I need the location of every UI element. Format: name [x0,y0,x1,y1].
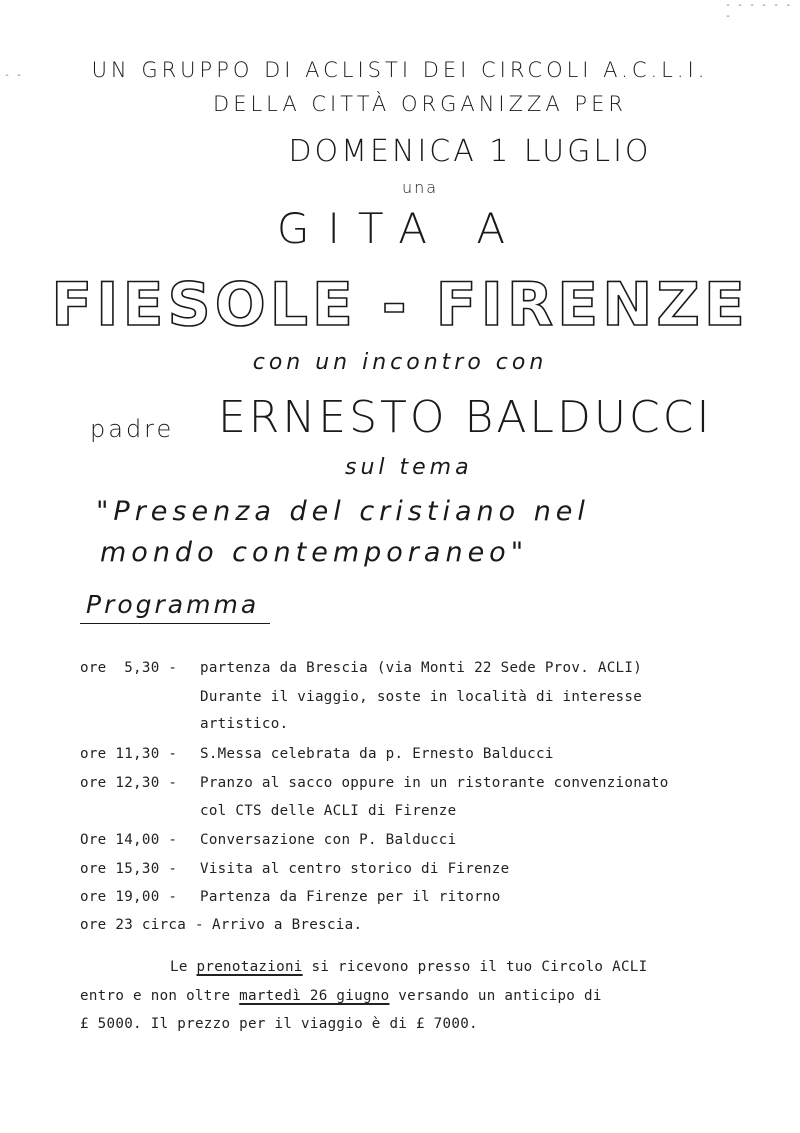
sul-tema-label: sul tema [345,455,473,480]
program-text-7: Arrivo a Brescia. [212,917,363,933]
theme-line-1: "Presenza del cristiano nel [96,496,590,527]
program-text-1b: Durante il viaggio, soste in località di interesse [200,689,643,705]
event-date: DOMENICA 1 LUGLIO [288,134,652,169]
booking-line-1: Le prenotazioni si ricevono presso il tuo Circolo ACLI [170,959,648,975]
program-text-2: S.Messa celebrata da p. Ernesto Balducci [200,746,554,762]
program-text-4: Conversazione con P. Balducci [200,832,457,848]
incontro-line: con un incontro con [252,350,548,375]
header-line-1: UN GRUPPO DI ACLISTI DEI CIRCOLI A.C.L.I. [91,58,709,82]
program-text-5: Visita al centro storico di Firenze [200,861,510,877]
padre-label: padre [90,415,175,443]
program-text-1: partenza da Brescia (via Monti 22 Sede Prov. ACLI) [200,660,643,676]
price-line: £ 5000. Il prezzo per il viaggio è di £ 7000. [80,1016,478,1032]
booking-line-2: entro e non oltre martedì 26 giugno versando un anticipo di [80,988,602,1004]
prenotazioni-underlined: prenotazioni [196,959,303,975]
gita-title: GITA A [276,204,524,253]
program-time-4: Ore 14,00 - [80,832,178,848]
top-right-mark: - - - - - - - [725,0,792,22]
una-label: una [401,178,439,197]
header-line-2: DELLA CITTÀ ORGANIZZA PER [213,92,627,116]
speaker-name: ERNESTO BALDUCCI [218,392,713,443]
program-text-1c: artistico. [200,716,289,732]
program-time-2: ore 11,30 - [80,746,178,762]
destination-title: FIESOLE - FIRENZE [51,270,749,340]
deadline-underlined: martedì 26 giugno [239,988,390,1004]
program-time-3: ore 12,30 - [80,775,178,791]
programma-underline [80,623,270,624]
programma-heading: Programma [86,590,260,619]
program-time-7: ore 23 circa - [80,917,204,933]
theme-line-2: mondo contemporaneo" [100,537,529,568]
program-time-1: ore 5,30 - [80,660,178,676]
program-text-3: Pranzo al sacco oppure in un ristorante convenzionato [200,775,669,791]
program-text-3b: col CTS delle ACLI di Firenze [200,803,457,819]
program-time-5: ore 15,30 - [80,861,178,877]
left-margin-mark: - - [4,70,23,81]
program-text-6: Partenza da Firenze per il ritorno [200,889,501,905]
program-time-6: ore 19,00 - [80,889,178,905]
